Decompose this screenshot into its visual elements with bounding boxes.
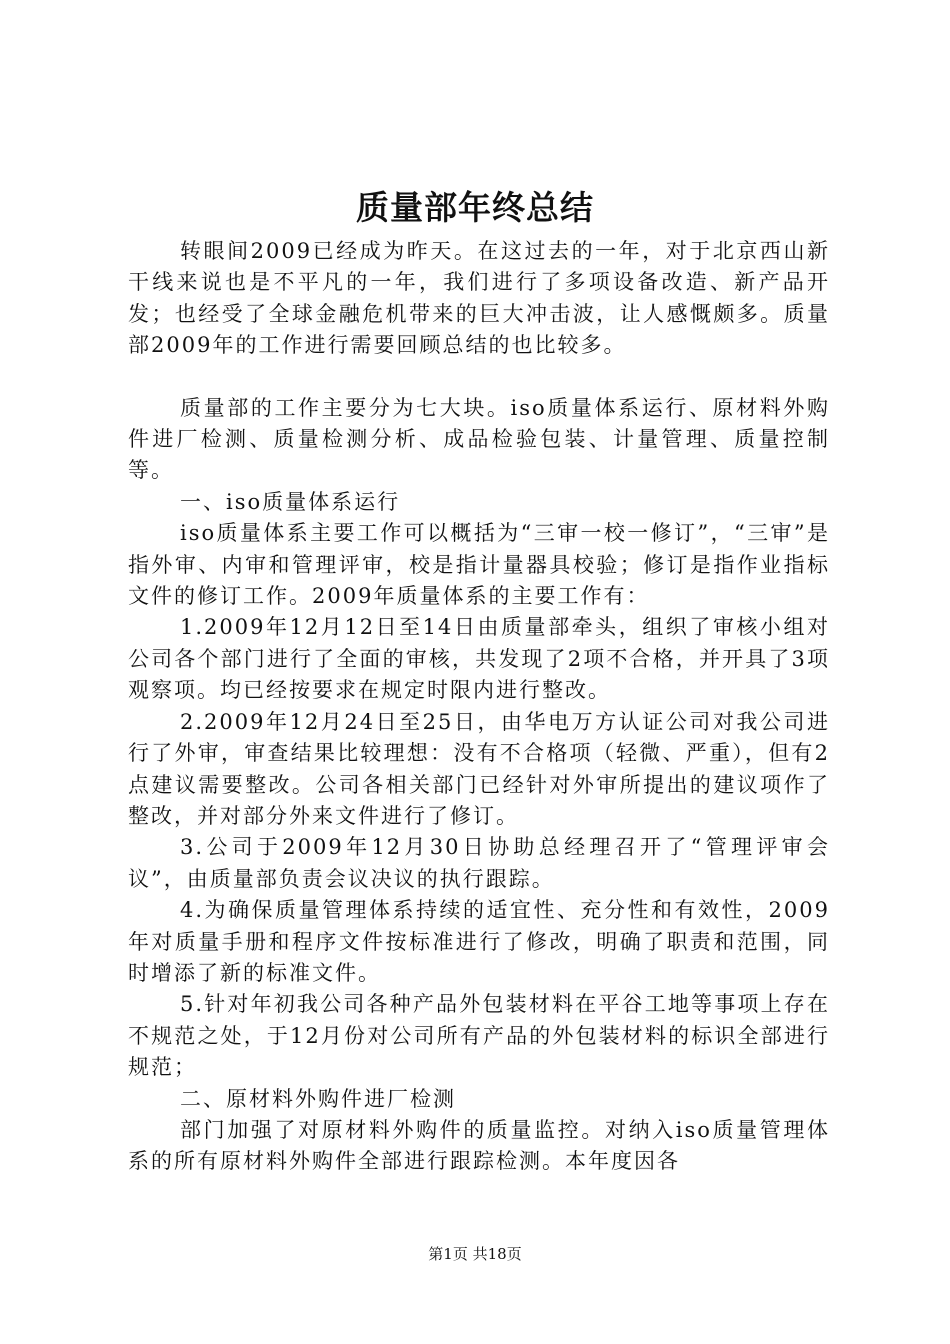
- paragraph-materials: 部门加强了对原材料外购件的质量监控。对纳入iso质量管理体系的所有原材料外购件全部进行跟踪检测。本年度因各: [128, 1117, 830, 1174]
- paragraph-intro: 转眼间2009已经成为昨天。在这过去的一年，对于北京西山新干线来说也是不平凡的一年，我们进行了多项设备改造、新产品开发；也经受了全球金融危机带来的巨大冲击波，让人感慨颇多。质量部2009年的工作进行需要回顾总结的也比较多。: [128, 239, 830, 358]
- section-heading-2: 二、原材料外购件进厂检测: [180, 1086, 456, 1111]
- list-item-5: 5.针对年初我公司各种产品外包装材料在平谷工地等事项上存在不规范之处，于12月份对公司所有产品的外包装材料的标识全部进行规范；: [128, 992, 830, 1080]
- paragraph-overview: 质量部的工作主要分为七大块。iso质量体系运行、原材料外购件进厂检测、质量检测分析、成品检验包装、计量管理、质量控制等。: [128, 395, 830, 483]
- document-body: [128, 236, 830, 1178]
- list-item-2: 2.2009年12月24日至25日，由华电万方认证公司对我公司进行了外审，审查结果比较理想：没有不合格项（轻微、严重），但有2点建议需要整改。公司各相关部门已经针对外审所提出的建议项作了整改，并对部分外来文件进行了修订。: [128, 709, 830, 828]
- list-item-3: 3.公司于2009年12月30日协助总经理召开了“管理评审会议”，由质量部负责会议决议的执行跟踪。: [128, 835, 830, 891]
- page-footer: 第1页 共18页: [428, 1245, 522, 1263]
- section-heading-1: 一、iso质量体系运行: [180, 489, 401, 514]
- list-item-1: 1.2009年12月12日至14日由质量部牵头，组织了审核小组对公司各个部门进行了全面的审核，共发现了2项不合格，并开具了3项观察项。均已经按要求在规定时限内进行整改。: [128, 615, 830, 703]
- paragraph-iso-summary: iso质量体系主要工作可以概括为“三审一校一修订”，“三审”是指外审、内审和管理评审，校是指计量器具校验；修订是指作业指标文件的修订工作。2009年质量体系的主要工作有：: [128, 521, 830, 609]
- document-title: 质量部年终总结: [356, 188, 594, 227]
- list-item-4: 4.为确保质量管理体系持续的适宜性、充分性和有效性，2009年对质量手册和程序文件按标准进行了修改，明确了职责和范围，同时增添了新的标准文件。: [128, 898, 830, 985]
